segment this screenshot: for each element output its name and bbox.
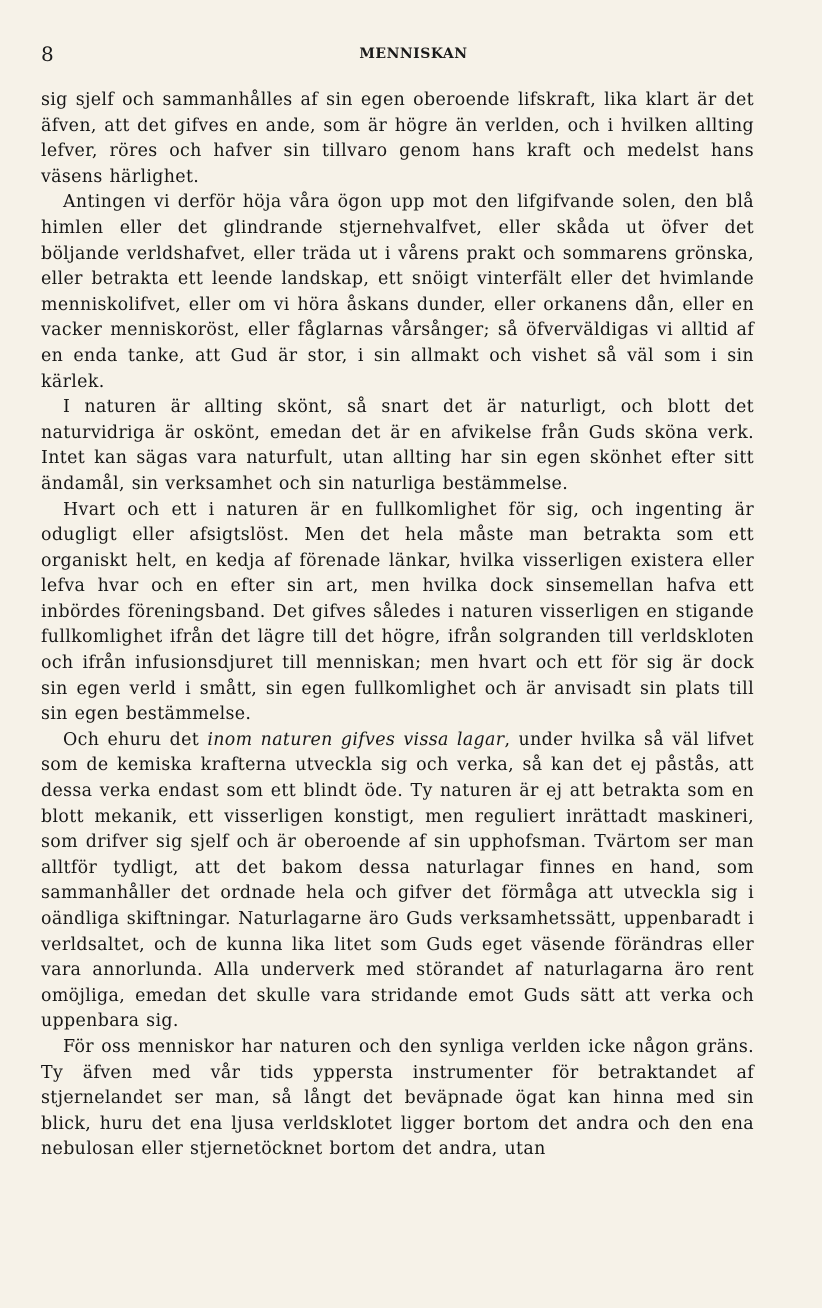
running-head: MENNISKAN <box>359 46 468 62</box>
body-text <box>41 88 754 1163</box>
page-number: 8 <box>41 42 54 66</box>
page-header <box>41 42 786 68</box>
paragraph-5-italic-phrase: inom naturen gifves vissa lagar <box>207 729 505 750</box>
paragraph-2: Antingen vi derför höja våra ögon upp mot den lifgifvande solen, den blå himlen eller det glindrande stjernehvalfvet, eller skåda ut öfver det böljande verldshafvet, eller träda ut i vårens prakt och sommarens grönska, eller betrakta ett leende landskap, ett snöigt vinterfält eller det hvimlande menniskolifvet, eller om vi höra åskans dunder, eller orkanens dån, eller en vacker menniskoröst, eller fåglarnas vårsånger; så öfverväldigas vi alltid af en enda tanke, att Gud är stor, i sin allmakt och vishet så väl som i sin kärlek. <box>41 192 754 392</box>
paragraph-4: Hvart och ett i naturen är en fullkomlighet för sig, och ingenting är odugligt eller afsigtslöst. Men det hela måste man betrakta som ett organiskt helt, en kedja af förenade länkar, hvilka visserligen existera eller lefva hvar och en efter sin art, men hvilka dock sinsemellan hafva ett inbördes föreningsband. Det gifves således i naturen visserligen en stigande fullkomlighet ifrån det lägre till det högre, ifrån solgranden till verldskloten och ifrån infusionsdjuret till menniskan; men hvart och ett för sig är dock sin egen verld i smått, sin egen fullkomlighet och är anvisadt sin plats till sin egen bestämmelse. <box>41 499 754 725</box>
paragraph-5-rest: , under hvilka så väl lifvet som de kemiska krafterna utveckla sig och verka, så kan det ej påstås, att dessa verka endast som ett blindt öde. Ty naturen är ej att betrakta som en blott mekanik, ett visserligen konstigt, men reguliert inrättadt maskineri, som drifver sig sjelf och är oberoende af sin upphofsman. Tvärtom ser man alltför tydligt, att det bakom dessa naturlagar finnes en hand, som sammanhåller det ordnade hela och gifver det förmåga att utveckla sig i oändliga skiftningar. Naturlagarne äro Guds verksamhetssätt, uppenbaradt i verldsaltet, och de kunna lika litet som Guds eget väsende förändras eller vara annorlunda. Alla underverk med störandet af naturlagarna äro rent omöjliga, emedan det skulle vara stridande emot Guds sätt att verka och uppenbara sig. <box>41 729 754 1032</box>
paragraph-1: sig sjelf och sammanhålles af sin egen oberoende lifskraft, lika klart är det äfven, att det gifves en ande, som är högre än verlden, och i hvilken allting lefver, röres och hafver sin tillvaro genom hans kraft och medelst hans väsens härlighet. <box>41 90 754 187</box>
paragraph-5 <box>41 728 754 1035</box>
paragraph-3: I naturen är allting skönt, så snart det är naturligt, och blott det naturvidriga är oskönt, emedan det är en afvikelse från Guds sköna verk. Intet kan sägas vara naturfult, utan allting har sin egen skönhet efter sitt ändamål, sin verksamhet och sin naturliga bestämmelse. <box>41 397 754 494</box>
paragraph-6: För oss menniskor har naturen och den synliga verlden icke någon gräns. Ty äfven med vår tids yppersta instrumenter för betraktandet af stjernelandet ser man, så långt det beväpnade ögat kan hinna med sin blick, huru det ena ljusa verldsklotet ligger bortom det andra och den ena nebulosan eller stjernetöcknet bortom det andra, utan <box>41 1036 754 1160</box>
paragraph-5-start: Och ehuru det <box>63 729 208 750</box>
